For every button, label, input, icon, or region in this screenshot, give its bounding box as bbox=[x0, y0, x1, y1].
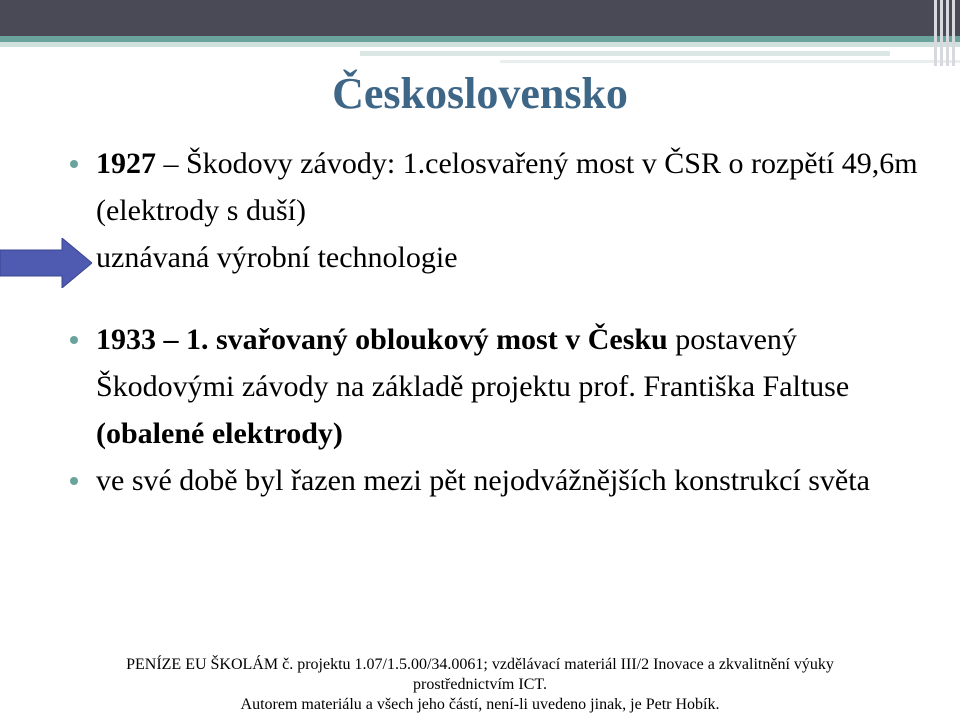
header-stripe-light bbox=[0, 42, 960, 47]
bullet-item bbox=[70, 140, 930, 234]
bullet-year: 1933 – bbox=[96, 323, 186, 356]
footer-line: prostřednictvím ICT. bbox=[413, 676, 547, 693]
slide-content bbox=[70, 140, 930, 504]
bullet-dot bbox=[70, 336, 78, 344]
arrow-line bbox=[70, 234, 930, 281]
bullet-item bbox=[70, 457, 930, 504]
footer bbox=[0, 655, 960, 715]
bullet-text: postavený Škodovými závody na základě projektu prof. Františka Faltuse bbox=[96, 323, 850, 403]
bullet-item bbox=[70, 316, 930, 457]
slide-title: Československo bbox=[332, 69, 628, 118]
bullet-year: 1927 bbox=[96, 147, 156, 180]
header-stripe-faint bbox=[360, 51, 890, 56]
bullet-bold-tail: (obalené elektrody) bbox=[96, 417, 343, 450]
bullet-dot bbox=[70, 477, 78, 485]
footer-author: Autorem materiálu a všech jeho částí, není-li uvedeno jinak, je Petr Hobík. bbox=[240, 696, 720, 713]
footer-line: PENÍZE EU ŠKOLÁM č. projektu 1.07/1.5.00/34.0061; vzdělávací materiál III/2 Inovace a zkvalitnění výuky bbox=[126, 656, 834, 673]
bullet-text: – Škodovy závody: 1.celosvařený most v ČSR o rozpětí 49,6m (elektrody s duší) bbox=[96, 147, 918, 227]
header-bar bbox=[0, 0, 960, 36]
header-decoration bbox=[930, 0, 960, 66]
header-stripe-faint-2 bbox=[500, 60, 960, 63]
bullet-dot bbox=[70, 160, 78, 168]
bullet-bold-text: 1. svařovaný obloukový most v Česku bbox=[186, 323, 668, 356]
bullet-text: ve své době byl řazen mezi pět nejodvážnějších konstrukcí světa bbox=[96, 464, 870, 497]
arrow-text: uznávaná výrobní technologie bbox=[96, 241, 458, 274]
